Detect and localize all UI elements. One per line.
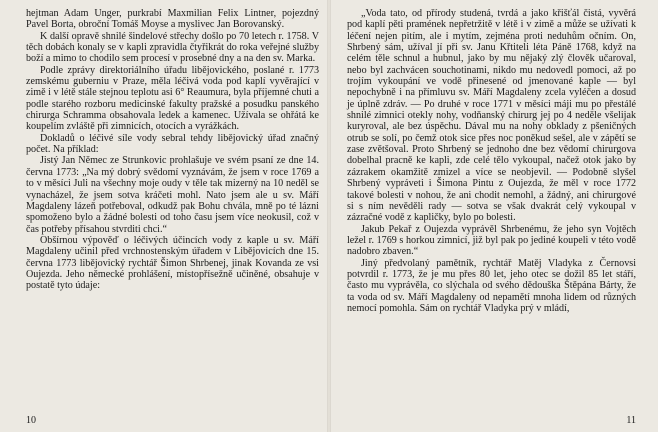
left-text-column [26, 8, 319, 292]
page-number: 11 [626, 415, 636, 426]
page-number: 10 [26, 415, 36, 426]
paragraph: Jiný předvolaný pamětník, rychtář Matěj Vladyka z Černovsi potvrdil r. 1773, že je mu přes 80 let, jeho otec se dožil 85 let stáří, často mu vyprávěla, co slýchala od svého dědouška Štěpána Bárty, že ta voda od sv. Máří Magdaleny od nepamětí mnoha lidem od různých nemocí pomohla. Sám on rychtář Vladyka prý v mládí, [347, 257, 636, 314]
paragraph: Podle zprávy direktoriálního úřadu libějovického, poslané r. 1773 zemskému guberniu v Praze, měla léčivá voda pod kaplí vyvěrající v zimě i v létě stále stejnou teplotu asi 6° Reaumura, byla příjemné chuti a podle starého rozboru medicinské fakulty pražské a posudku panského chirurga Schramma obsahovala ledek a kamenec. Užívala se ohřátá ke koupelím zvláště při zimnicích, otocích a vyrážkách. [26, 64, 319, 133]
paragraph: Dokladů o léčivé síle vody sebral tehdy libějovický úřad značný počet. Na příklad: [26, 132, 319, 156]
paragraph: Jakub Pekař z Oujezda vyprávěl Shrbenému, že jeho syn Vojtěch ležel r. 1769 s horkou zimnicí, již byl pak po jediné koupeli v této vodě nadobro zbaven.“ [347, 223, 636, 258]
paragraph: „Voda tato, od přírody studená, tvrdá a jako křišťál čistá, vyvěrá pod kaplí pěti pramének nepřetržitě v létě i v zimě a může se užívati k léčení nejen pitím, ale i mytím, zejména proti neduhům očním. On, Shrbený sám, užíval jí při sv. Janu Křtiteli léta Páně 1768, když na celém těle schnul a hubnul, jako by mu nějaký zlý člověk učaroval, nebo byl zachvácen souchotinami, nikdo mu nedovedl pomoci, až po trojím vykoupání ve vodě přinesené od jmenované kaple — byl nepochybně i na přímluvu sv. Máří Magdaleny zcela vyléčen a dosud je úplně zdráv. — Po druhé v roce 1771 v měsíci máji mu po přestálé shnilé zimnici otekly nohy, vodňanský chirurg jej po 4 neděle všelijak kuryroval, ale bez úspěchu. Dával mu na nohy obklady z pšeničných otrub se solí, po čemž otok sice přes noc poněkud sešel, ale v zápětí se zase zvětšoval. Proto Shrbený se jednoho dne bez vědomí chirurgova dobelhal pracně ke kapli, zde celé tělo vykoupal, načež otok jako by zázrakem okamžitě zmizel a více se neobjevil. — Podobně slyšel Shrbený vypráveti i Šimona Pintu z Oujezda, že měl v roce 1772 takové bolesti v nohou, že ani chodit nemohl, a žádný, ani chirurgové si s ním nevěděli rady — sotva se však dvakrát celý vykoupal v zázračné vodě z kapličky, bylo po bolesti. [347, 8, 636, 224]
paragraph: Jistý Jan Němec ze Strunkovic prohlašuje ve svém psaní ze dne 14. června 1773: „Na mý dobrý svědomí vyznávám, že jsem v roce 1769 a to v měsíci Juli na všechny moje oudy v těle tak mizerný na 10 neděl se vynacházel, že jsem sotva kráčeti mohl. Nato jsem ale u sv. Máří Magdaleny lázeň potřeboval, odkudž pak Bohu chvála, mně po té lázni spomoženo bylo a žádné bolesti od toho času jsem více neokusil, což v čas potřeby přísahou stvrditi chci.“ [26, 155, 319, 235]
paragraph: K další opravě shnilé šindelové střechy došlo po 70 letech r. 1758. V těch dobách konaly se v kapli zpravidla čtyřikrát do roka veřejné služby boží a mimo to chodilo sem procesí v prosebné dny a na den sv. Marka. [26, 30, 319, 65]
right-text-column [347, 8, 636, 314]
paragraph: hejtman Adam Unger, purkrabí Maxmilian Felix Lintner, pojezdný Pavel Borta, obroční Tomáš Moyse a myslivec Jan Borovanský. [26, 8, 319, 31]
paragraph: Obšírnou výpověď o léčivých účincích vody z kaple u sv. Máří Magdaleny učinil před vrchnostenským úřadem v Libějovicích dne 15. června 1773 libějovický rychtář Šimon Shrbenej, jinak Kovanda ze vsi Oujezda. Jeho německé prohlášení, místopřísežně učiněné, obsahuje v postatě tyto údaje: [26, 234, 319, 292]
right-page [329, 0, 658, 432]
